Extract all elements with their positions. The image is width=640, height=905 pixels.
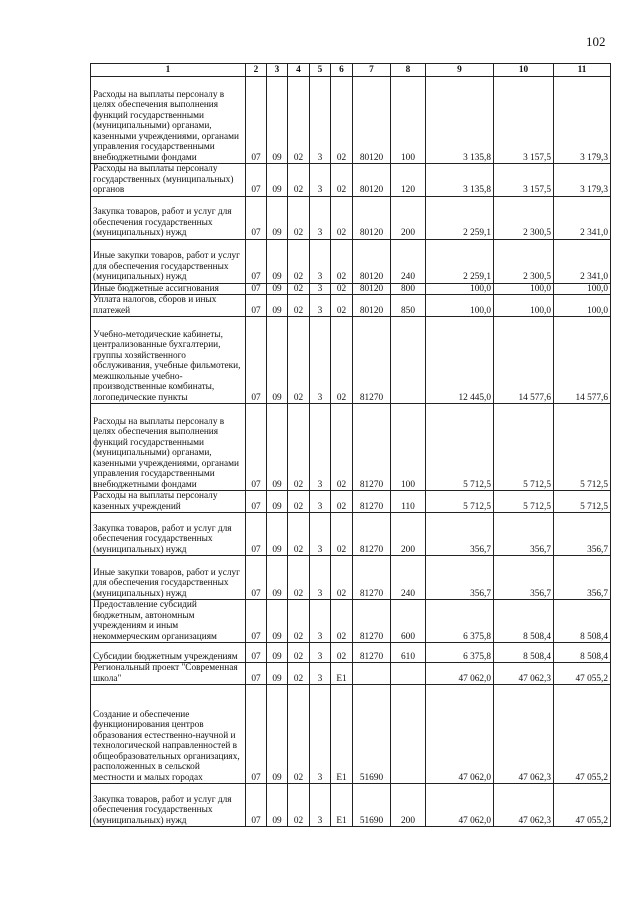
cell-c3: 09 [267,404,288,491]
cell-c3: 09 [267,685,288,784]
header-cell: 10 [494,64,554,77]
cell-c7: 80120 [353,295,391,317]
cell-c7: 81270 [353,643,391,663]
cell-c5: 3 [310,784,331,827]
cell-c4: 02 [288,556,310,600]
cell-c5: 3 [310,685,331,784]
row-label: Закупка товаров, работ и услуг для обеспечения государственных (муниципальных) нужд [91,513,246,556]
row-label: Расходы на выплаты персоналу в целях обеспечения выполнения функций государственными (муниципальными) органами, казенными учреждениями, органами управления государственными внебюджетными фондами [91,404,246,491]
cell-c6: 02 [331,404,353,491]
cell-c9: 47 062,0 [426,663,494,685]
row-label: Закупка товаров, работ и услуг для обеспечения государственных (муниципальных) нужд [91,196,246,239]
row-label: Субсидии бюджетным учреждениям [91,643,246,663]
cell-c4: 02 [288,784,310,827]
cell-c4: 02 [288,295,310,317]
cell-c3: 09 [267,196,288,239]
header-cell: 9 [426,64,494,77]
cell-c8: 200 [391,784,426,827]
table-row [91,643,611,663]
cell-c2: 07 [246,556,267,600]
cell-c9: 3 135,8 [426,77,494,164]
cell-c2: 07 [246,491,267,513]
cell-c2: 07 [246,317,267,404]
cell-c10: 356,7 [494,556,554,600]
cell-c4: 02 [288,164,310,197]
cell-c4: 02 [288,685,310,784]
cell-c11: 2 341,0 [554,196,611,239]
cell-c5: 3 [310,317,331,404]
cell-c8: 600 [391,600,426,643]
cell-c5: 3 [310,600,331,643]
cell-c11: 356,7 [554,556,611,600]
cell-c7: 81270 [353,404,391,491]
cell-c3: 09 [267,663,288,685]
row-label: Уплата налогов, сборов и иных платежей [91,295,246,317]
cell-c3: 09 [267,491,288,513]
cell-c5: 3 [310,239,331,283]
cell-c8: 120 [391,164,426,197]
row-label: Расходы на выплаты персоналу в целях обеспечения выполнения функций государственными (муниципальными) органами, казенными учреждениями, органами управления государственными внебюджетными фондами [91,77,246,164]
cell-c6: E1 [331,784,353,827]
cell-c8: 240 [391,556,426,600]
cell-c9: 47 062,0 [426,685,494,784]
header-cell: 6 [331,64,353,77]
cell-c4: 02 [288,643,310,663]
table-row [91,404,611,491]
cell-c10: 2 300,5 [494,239,554,283]
cell-c10: 14 577,6 [494,317,554,404]
cell-c6: 02 [331,196,353,239]
cell-c11: 14 577,6 [554,317,611,404]
cell-c9: 5 712,5 [426,404,494,491]
cell-c3: 09 [267,513,288,556]
cell-c10: 8 508,4 [494,643,554,663]
cell-c2: 07 [246,77,267,164]
cell-c9: 2 259,1 [426,239,494,283]
cell-c3: 09 [267,643,288,663]
cell-c11: 8 508,4 [554,600,611,643]
cell-c2: 07 [246,663,267,685]
cell-c6: E1 [331,685,353,784]
cell-c11: 3 179,3 [554,164,611,197]
cell-c4: 02 [288,491,310,513]
cell-c11: 47 055,2 [554,784,611,827]
cell-c8: 240 [391,239,426,283]
cell-c2: 07 [246,600,267,643]
table-row [91,685,611,784]
table-row [91,317,611,404]
cell-c2: 07 [246,283,267,295]
table-row [91,600,611,643]
cell-c10: 100,0 [494,283,554,295]
cell-c10: 47 062,3 [494,784,554,827]
cell-c11: 2 341,0 [554,239,611,283]
cell-c6: 02 [331,283,353,295]
cell-c10: 2 300,5 [494,196,554,239]
cell-c7: 80120 [353,164,391,197]
cell-c8 [391,685,426,784]
cell-c4: 02 [288,513,310,556]
cell-c4: 02 [288,239,310,283]
cell-c2: 07 [246,196,267,239]
cell-c4: 02 [288,317,310,404]
table-row [91,663,611,685]
table-row [91,491,611,513]
row-label: Учебно-методические кабинеты, централизованные бухгалтерии, группы хозяйственного обслуживания, учебные фильмотеки, межшкольные учебно-производственные комбинаты, логопедические пункты [91,317,246,404]
header-cell: 3 [267,64,288,77]
cell-c7 [353,663,391,685]
cell-c9: 2 259,1 [426,196,494,239]
cell-c5: 3 [310,283,331,295]
row-label: Иные закупки товаров, работ и услуг для обеспечения государственных (муниципальных) нужд [91,556,246,600]
cell-c8 [391,317,426,404]
cell-c4: 02 [288,600,310,643]
table-row [91,295,611,317]
cell-c6: 02 [331,77,353,164]
cell-c9: 100,0 [426,283,494,295]
cell-c10: 47 062,3 [494,685,554,784]
cell-c8: 850 [391,295,426,317]
cell-c5: 3 [310,556,331,600]
header-cell: 4 [288,64,310,77]
cell-c7: 80120 [353,283,391,295]
cell-c9: 12 445,0 [426,317,494,404]
cell-c3: 09 [267,239,288,283]
cell-c4: 02 [288,196,310,239]
cell-c5: 3 [310,77,331,164]
cell-c8: 200 [391,513,426,556]
cell-c8: 610 [391,643,426,663]
cell-c3: 09 [267,164,288,197]
cell-c10: 100,0 [494,295,554,317]
table-row [91,239,611,283]
cell-c8 [391,663,426,685]
header-row [91,64,611,77]
cell-c7: 81270 [353,317,391,404]
cell-c6: 02 [331,491,353,513]
cell-c6: 02 [331,295,353,317]
cell-c6: 02 [331,317,353,404]
cell-c9: 5 712,5 [426,491,494,513]
cell-c4: 02 [288,283,310,295]
budget-table [90,63,611,827]
cell-c11: 47 055,2 [554,663,611,685]
cell-c5: 3 [310,404,331,491]
cell-c5: 3 [310,164,331,197]
row-label: Предоставление субсидий бюджетным, автономным учреждениям и иным некоммерческим организациям [91,600,246,643]
table-row [91,164,611,197]
cell-c2: 07 [246,685,267,784]
cell-c11: 8 508,4 [554,643,611,663]
cell-c4: 02 [288,77,310,164]
cell-c8: 100 [391,77,426,164]
cell-c9: 47 062,0 [426,784,494,827]
cell-c3: 09 [267,317,288,404]
row-label: Иные бюджетные ассигнования [91,283,246,295]
cell-c6: E1 [331,663,353,685]
cell-c8: 800 [391,283,426,295]
table-row [91,196,611,239]
row-label: Создание и обеспечение функционирования центров образования естественно-научной и технологической направленностей в общеобразовательных организациях, расположенных в сельской местности и малых городах [91,685,246,784]
cell-c2: 07 [246,784,267,827]
cell-c10: 8 508,4 [494,600,554,643]
cell-c10: 356,7 [494,513,554,556]
table-row [91,784,611,827]
cell-c3: 09 [267,77,288,164]
cell-c11: 100,0 [554,295,611,317]
cell-c4: 02 [288,663,310,685]
cell-c3: 09 [267,283,288,295]
cell-c2: 07 [246,643,267,663]
header-cell: 7 [353,64,391,77]
cell-c7: 80120 [353,77,391,164]
cell-c5: 3 [310,513,331,556]
cell-c11: 5 712,5 [554,491,611,513]
cell-c8: 100 [391,404,426,491]
cell-c11: 47 055,2 [554,685,611,784]
table-row [91,513,611,556]
row-label: Региональный проект "Современная школа" [91,663,246,685]
cell-c3: 09 [267,600,288,643]
cell-c11: 3 179,3 [554,77,611,164]
cell-c9: 6 375,8 [426,643,494,663]
cell-c10: 5 712,5 [494,404,554,491]
page-number: 102 [586,34,606,49]
cell-c11: 356,7 [554,513,611,556]
cell-c10: 3 157,5 [494,164,554,197]
cell-c9: 6 375,8 [426,600,494,643]
cell-c4: 02 [288,404,310,491]
row-label: Иные закупки товаров, работ и услуг для обеспечения государственных (муниципальных) нужд [91,239,246,283]
header-cell: 1 [91,64,246,77]
row-label: Расходы на выплаты персоналу государственных (муниципальных) органов [91,164,246,197]
cell-c9: 356,7 [426,556,494,600]
cell-c9: 356,7 [426,513,494,556]
cell-c10: 5 712,5 [494,491,554,513]
cell-c7: 81270 [353,491,391,513]
cell-c2: 07 [246,295,267,317]
cell-c3: 09 [267,295,288,317]
cell-c5: 3 [310,643,331,663]
cell-c6: 02 [331,556,353,600]
cell-c3: 09 [267,556,288,600]
cell-c8: 110 [391,491,426,513]
header-cell: 5 [310,64,331,77]
row-label: Закупка товаров, работ и услуг для обеспечения государственных (муниципальных) нужд [91,784,246,827]
cell-c6: 02 [331,513,353,556]
cell-c7: 51690 [353,784,391,827]
cell-c2: 07 [246,513,267,556]
cell-c6: 02 [331,164,353,197]
cell-c5: 3 [310,295,331,317]
cell-c7: 80120 [353,196,391,239]
cell-c6: 02 [331,600,353,643]
cell-c2: 07 [246,239,267,283]
cell-c7: 51690 [353,685,391,784]
table-row [91,77,611,164]
header-cell: 11 [554,64,611,77]
cell-c7: 80120 [353,239,391,283]
cell-c2: 07 [246,404,267,491]
table-row [91,556,611,600]
cell-c9: 3 135,8 [426,164,494,197]
cell-c11: 5 712,5 [554,404,611,491]
cell-c5: 3 [310,663,331,685]
cell-c7: 81270 [353,556,391,600]
cell-c2: 07 [246,164,267,197]
cell-c11: 100,0 [554,283,611,295]
cell-c5: 3 [310,491,331,513]
cell-c7: 81270 [353,513,391,556]
cell-c3: 09 [267,784,288,827]
cell-c6: 02 [331,239,353,283]
cell-c7: 81270 [353,600,391,643]
header-cell: 2 [246,64,267,77]
row-label: Расходы на выплаты персоналу казенных учреждений [91,491,246,513]
cell-c10: 3 157,5 [494,77,554,164]
cell-c10: 47 062,3 [494,663,554,685]
cell-c6: 02 [331,643,353,663]
cell-c5: 3 [310,196,331,239]
table-row [91,283,611,295]
header-cell: 8 [391,64,426,77]
cell-c9: 100,0 [426,295,494,317]
cell-c8: 200 [391,196,426,239]
